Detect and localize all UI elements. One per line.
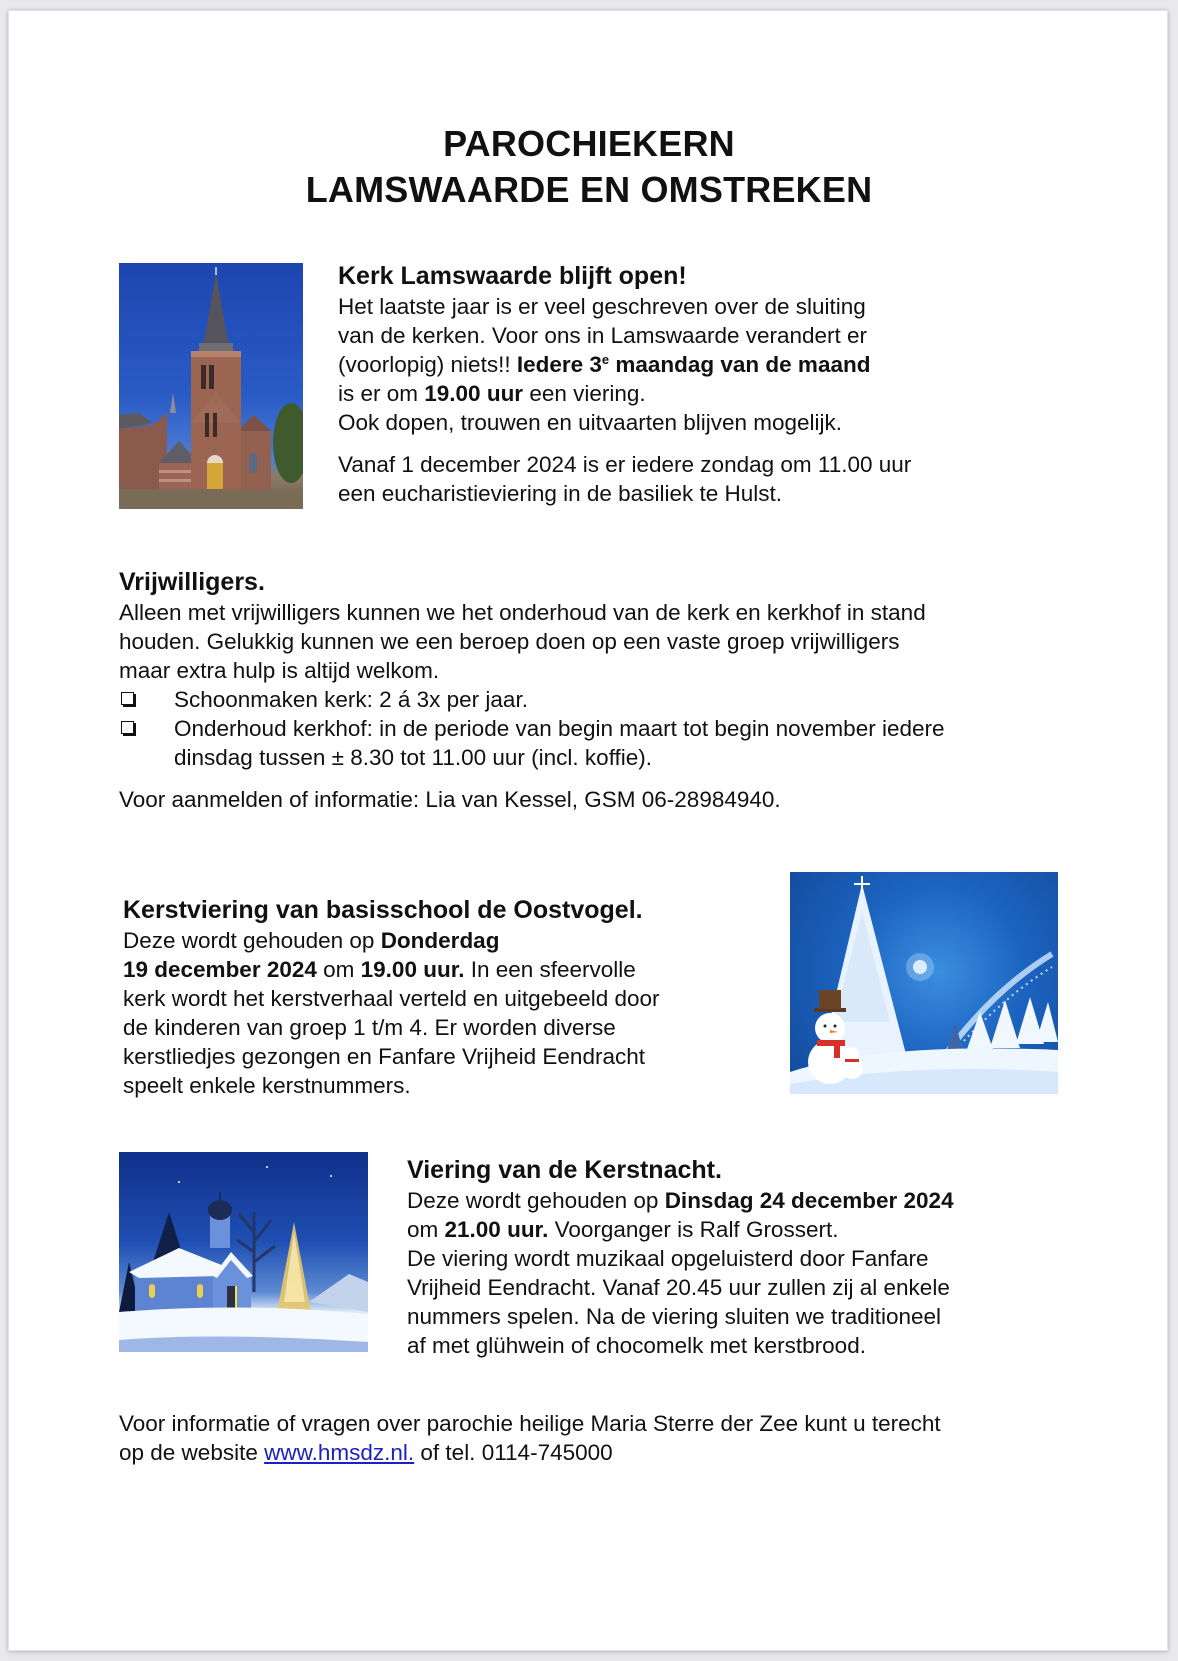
bold-run: Iedere 3 bbox=[516, 352, 602, 377]
church-text-line bbox=[338, 379, 1038, 408]
text-run: om bbox=[316, 957, 361, 982]
church-text-line: Het laatste jaar is er veel geschreven over de sluiting bbox=[338, 294, 866, 319]
church-illustration-icon bbox=[119, 263, 303, 509]
snowman-christmas-image bbox=[790, 872, 1058, 1094]
christmas-night-text-line bbox=[407, 1186, 1067, 1215]
title-line-2: LAMSWAARDE EN OMSTREKEN bbox=[305, 169, 873, 210]
text-run: Deze wordt gehouden op bbox=[407, 1188, 665, 1213]
christmas-night-text-line: De viering wordt muzikaal opgeluisterd door Fanfare bbox=[407, 1246, 929, 1271]
bold-run: 19 december 2024 bbox=[123, 957, 317, 982]
checkbox-bullet-icon bbox=[121, 721, 134, 734]
volunteers-text-line: maar extra hulp is altijd welkom. bbox=[119, 658, 440, 683]
volunteers-text-line: Alleen met vrijwilligers kunnen we het onderhoud van de kerk en kerkhof in stand bbox=[119, 600, 926, 625]
list-item-text: Onderhoud kerkhof: in de periode van begin maart tot begin november iedere bbox=[174, 716, 945, 741]
church-photo bbox=[119, 263, 303, 509]
christmas-night-section bbox=[407, 1155, 1067, 1360]
text-run: Deze wordt gehouden op bbox=[123, 928, 381, 953]
list-item-text: Schoonmaken kerk: 2 á 3x per jaar. bbox=[174, 687, 528, 712]
school-text-line: speelt enkele kerstnummers. bbox=[123, 1073, 411, 1098]
church-text-line bbox=[338, 350, 1038, 379]
page-title bbox=[9, 121, 1169, 213]
school-text-line bbox=[123, 926, 763, 955]
church-text-line: Vanaf 1 december 2024 is er iedere zondag om 11.00 uur bbox=[338, 452, 912, 477]
church-text-line: Ook dopen, trouwen en uitvaarten blijven mogelijk. bbox=[338, 410, 843, 435]
list-item bbox=[119, 685, 1079, 714]
christmas-night-text-line: af met glühwein of chocomelk met kerstbrood. bbox=[407, 1333, 866, 1358]
bold-run: 19.00 uur. bbox=[360, 957, 465, 982]
bold-run: 19.00 uur bbox=[424, 381, 524, 406]
church-text-line: van de kerken. Voor ons in Lamswaarde verandert er bbox=[338, 323, 868, 348]
volunteers-text-line: houden. Gelukkig kunnen we een beroep doen op een vaste groep vrijwilligers bbox=[119, 629, 900, 654]
school-christmas-section bbox=[123, 895, 763, 1100]
text-run: of tel. 0114-745000 bbox=[414, 1440, 613, 1465]
text-run: (voorlopig) niets!! bbox=[338, 352, 517, 377]
checkbox-bullet-icon bbox=[121, 692, 134, 705]
church-heading: Kerk Lamswaarde blijft open! bbox=[338, 262, 687, 290]
bold-run: Donderdag bbox=[380, 928, 500, 953]
volunteers-heading: Vrijwilligers. bbox=[119, 568, 265, 596]
text-run: Voorganger is Ralf Grossert. bbox=[548, 1217, 839, 1242]
christmas-night-text-line bbox=[407, 1215, 1067, 1244]
school-text-line: kerstliedjes gezongen en Fanfare Vrijheid Eendracht bbox=[123, 1044, 645, 1069]
christmas-night-text-line: nummers spelen. Na de viering sluiten we traditioneel bbox=[407, 1304, 942, 1329]
school-text-line: de kinderen van groep 1 t/m 4. Er worden diverse bbox=[123, 1015, 616, 1040]
snowman-illustration-icon bbox=[790, 872, 1058, 1094]
church-section bbox=[338, 261, 1038, 508]
list-item bbox=[119, 714, 1079, 772]
text-run: om bbox=[407, 1217, 445, 1242]
superscript: e bbox=[601, 352, 610, 367]
footer-text-line bbox=[119, 1438, 1099, 1467]
church-text-line: een eucharistieviering in de basiliek te Hulst. bbox=[338, 481, 782, 506]
christmas-night-text-line: Vrijheid Eendracht. Vanaf 20.45 uur zullen zij al enkele bbox=[407, 1275, 950, 1300]
document-page bbox=[8, 10, 1168, 1651]
website-link[interactable]: www.hmsdz.nl. bbox=[264, 1440, 415, 1465]
text-run: op de website bbox=[119, 1440, 265, 1465]
school-text-line bbox=[123, 955, 763, 984]
footer-info bbox=[119, 1409, 1099, 1467]
text-run: een viering. bbox=[523, 381, 646, 406]
text-run: is er om bbox=[338, 381, 425, 406]
school-text-line: kerk wordt het kerstverhaal verteld en uitgebeeld door bbox=[123, 986, 660, 1011]
bold-run: Dinsdag 24 december 2024 bbox=[664, 1188, 954, 1213]
list-item-text: dinsdag tussen ± 8.30 tot 11.00 uur (incl. koffie). bbox=[174, 745, 653, 770]
christmas-night-heading: Viering van de Kerstnacht. bbox=[407, 1156, 722, 1184]
chapel-illustration-icon bbox=[119, 1152, 368, 1352]
text-run: In een sfeervolle bbox=[464, 957, 636, 982]
snowy-chapel-photo bbox=[119, 1152, 368, 1352]
bold-run: maandag van de maand bbox=[609, 352, 871, 377]
volunteers-contact: Voor aanmelden of informatie: Lia van Kessel, GSM 06-28984940. bbox=[119, 787, 781, 812]
bold-run: 21.00 uur. bbox=[444, 1217, 549, 1242]
volunteers-section bbox=[119, 567, 1079, 814]
title-line-1: PAROCHIEKERN bbox=[443, 123, 735, 164]
school-heading: Kerstviering van basisschool de Oostvogel. bbox=[123, 896, 643, 924]
footer-text-line: Voor informatie of vragen over parochie heilige Maria Sterre der Zee kunt u terecht bbox=[119, 1411, 941, 1436]
